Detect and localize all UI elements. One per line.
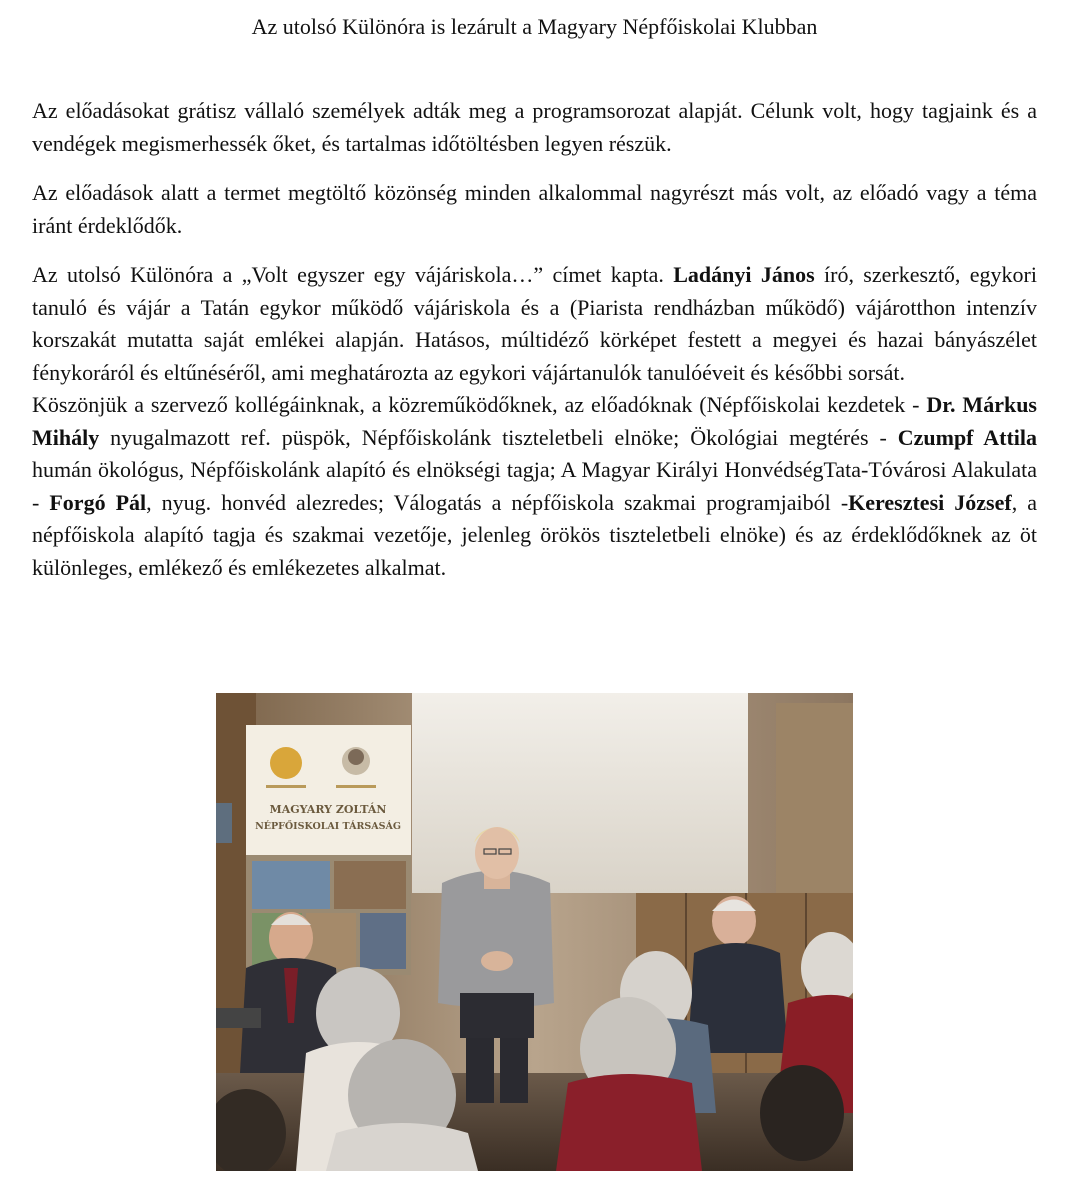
event-photo: [216, 693, 853, 1171]
paragraph-3-text-c: író, szerkesztő, egykori tanuló és vájár a Tatán egykor működő vájáriskola és a (Piarista rendházban működő) vájárotthon intenzív korszakát mutatta saját emlékei alapján. Hatásos, múltidéző körképet festett a megyei és hazai bányászélet fénykoráról és eltűnéséről, ami meghatározta az egykori vájártanulók tanulóéveit és későbbi sorsát.: [32, 262, 1037, 385]
page-title: Az utolsó Különóra is lezárult a Magyary Népfőiskolai Klubban: [251, 14, 818, 39]
event-photo-illustration: [216, 693, 853, 1171]
paragraph-4-text-a: Köszönjük a szervező kollégáinknak, a közreműködőknek, az előadóknak (Népfőiskolai kezdetek -: [32, 392, 927, 417]
banner-title-line1: MAGYARY ZOLTÁN: [269, 803, 387, 816]
paragraph-4-text-g: , nyug. honvéd alezredes; Válogatás a népfőiskola szakmai programjaiból -: [146, 489, 849, 515]
paragraph-4-text-e: humán ökológus, Népfőiskolánk alapító és elnökségi tagja; A Magyar Királyi HonvédségTata-Tóvárosi Alakulata -: [32, 457, 1037, 515]
speaker-name: Keresztesi József: [848, 489, 1012, 515]
article-body: [32, 95, 1037, 584]
speaker-name: Forgó Pál: [49, 489, 147, 515]
speaker-name: Dr. Márkus Mihály: [32, 392, 1037, 450]
paragraph-1: Az előadásokat grátisz vállaló személyek adták meg a programsorozat alapját. Célunk volt, hogy tagjaink és a vendégek megismerhessék őket, és tartalmas időtöltésben legyen részük.: [32, 98, 1037, 156]
speaker-name: Czumpf Attila: [897, 424, 1037, 450]
paragraph-2: Az előadások alatt a termet megtöltő közönség minden alkalommal nagyrészt más volt, az előadó vagy a téma iránt érdeklődők.: [32, 180, 1037, 238]
paragraph-4-text-i: , a népfőiskola alapító tagja és szakmai vezetője, jelenleg örökös tiszteletbeli elnöke) és az érdeklődőknek az öt különleges, emlékező és emlékezetes alkalmat.: [32, 489, 1037, 580]
speaker-name: Ladányi János: [673, 262, 815, 287]
paragraph-3-text-a: Az utolsó Különóra a „Volt egyszer egy vájáriskola…” címet kapta.: [32, 262, 674, 287]
banner-title-line2: NÉPFŐISKOLAI TÁRSASÁG: [255, 821, 401, 832]
paragraph-4: [32, 389, 1037, 584]
paragraph-3: [32, 259, 1037, 389]
paragraph-4-text-c: nyugalmazott ref. püspök, Népfőiskolánk tiszteletbeli elnöke; Ökológiai megtérés -: [99, 424, 898, 450]
